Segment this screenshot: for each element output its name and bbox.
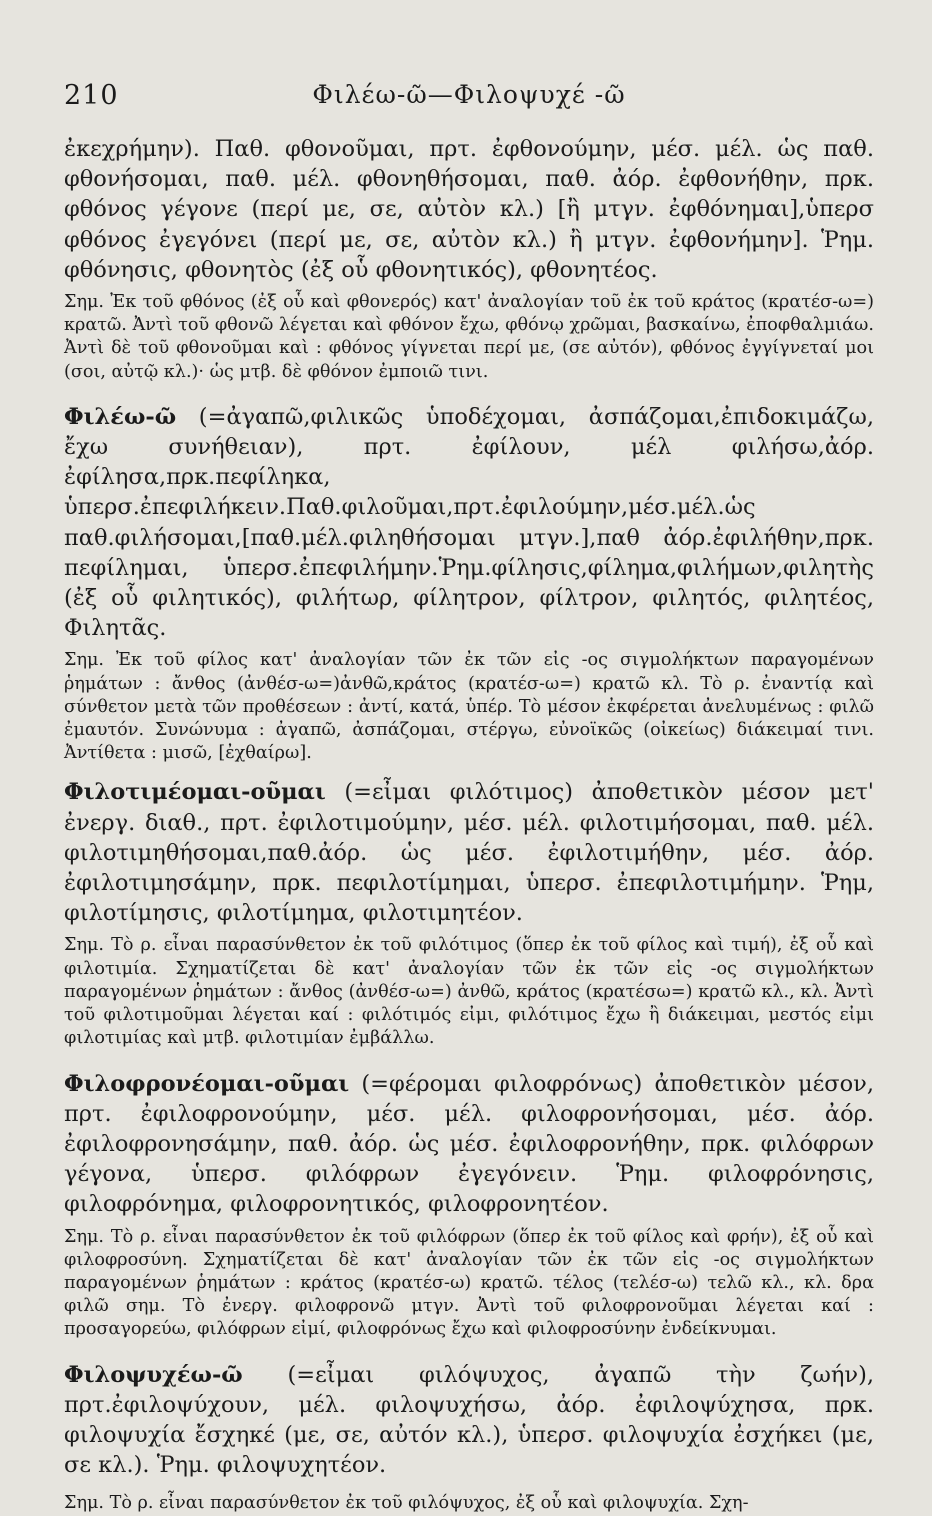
entry-text: (=εἶμαι φιλότιμος) ἀποθετικὸν μέσον μετ' ἐνεργ. διαθ., πρτ. ἐφιλοτιμούμην, μέσ. μέλ. φιλοτιμήσομαι, παθ. μέλ. φιλοτιμηθήσομαι,παθ.ἀόρ. ὡς μέσ. ἐφιλοτιμήθην, μέσ. ἀόρ. ἐφιλοτιμησάμην, πρκ. πεφιλοτίμημαι, ὑπερσ. ἐπεφιλοτιμήμην. Ῥημ, φιλοτίμησις, φιλοτίμημα, φιλοτιμητέον. xyxy=(64,779,874,927)
entry-headword: Φιλοψυχέω-ῶ xyxy=(64,1361,243,1388)
entry-headword: Φιλοτιμέομαι-οῦμαι xyxy=(64,779,326,806)
note-paragraph xyxy=(64,934,874,1050)
note-text: Σημ. Τὸ ρ. εἶναι παρασύνθετον ἐκ τοῦ φιλόφρων (ὅπερ ἐκ τοῦ φίλος καὶ φρήν), ἐξ οὗ καὶ φιλοφροσύνη. Σχηματίζεται δὲ κατ' ἀναλογίαν τῶν ἐκ τῶν εἰς -ος σιγμολήκτων παραγομένων ῥημάτων : κράτος (κρατέσ-ω) κρατῶ. τέλος (τελέσ-ω) τελῶ κλ., κλ. δρα φιλῶ σημ. Τὸ ἐνεργ. φιλοφρονῶ μτγν. Ἀντὶ τοῦ φιλοφρονοῦμαι λέγεται καί : προσαγορεύω, φιλόφρων εἰμί, φιλοφρόνως ἔχω καὶ φιλοφροσύνην ἐνδείκνυμαι. xyxy=(64,1226,874,1340)
entry-text: (=εἶμαι φιλόψυχος, ἀγαπῶ τὴν ζωήν), πρτ.ἐφιλοψύχουν, μέλ. φιλοψυχήσω, ἀόρ. ἐφιλοψύχησα, πρκ. φιλοψυχία ἔσχηκέ (με, σε, αὐτόν κλ.), ὑπερσ. φιλοψυχία ἐσχήκει (με, σε κλ.). Ῥημ. φιλοψυχητέον. xyxy=(64,1361,874,1479)
entry-text: ἐκεχρήμην). Παθ. φθονοῦμαι, πρτ. ἐφθονούμην, μέσ. μέλ. ὡς παθ. φθονήσομαι, παθ. μέλ. φθονηθήσομαι, παθ. ἀόρ. ἐφθονήθην, πρκ. φθόνος γέγονε (περί με, σε, αὐτὸν κλ.) [ἢ μτγν. ἐφθόνημαι],ὑπερσ φθόνος ἐγεγόνει (περί με, σε, αὐτὸν κλ.) ἢ μτγν. ἐφθονήμην]. Ῥημ. φθόνησις, φθονητὸς (ἐξ οὗ φθονητικός), φθονητέος. xyxy=(64,136,874,283)
dictionary-entry xyxy=(64,1360,874,1481)
entry-headword: Φιλοφρονέομαι-οῦμαι xyxy=(64,1070,350,1097)
note-paragraph xyxy=(64,1226,874,1342)
note-text: Σημ. Ἐκ τοῦ φθόνος (ἐξ οὗ καὶ φθονερός) κατ' ἀναλογίαν τοῦ ἐκ τοῦ κράτος (κρατέσ-ω=) κρατῶ. Ἀντὶ τοῦ φθονῶ λέγεται καὶ φθόνον ἔχω, φθόνῳ χρῶμαι, βασκαίνω, ἐποφθαλμιάω. Ἀντὶ δὲ τοῦ φθονοῦμαι καὶ : φθόνος γίγνεται περί με, (σε αὐτόν), φθόνος ἐγγίγνεταί μοι (σοι, αὐτῷ κλ.)· ὡς μτβ. δὲ φθόνον ἐμποιῶ τινι. xyxy=(64,292,874,382)
note-paragraph xyxy=(64,1492,874,1515)
entry-headword: Φιλέω-ῶ xyxy=(64,403,177,430)
entry-text: (=ἀγαπῶ,φιλικῶς ὑποδέχομαι, ἀσπάζομαι,ἐπιδοκιμάζω, ἔχω συνήθειαν), πρτ. ἐφίλουν, μέλ φιλήσω,ἀόρ. ἐφίλησα,πρκ.πεφίληκα, ὑπερσ.ἐπεφιλήκειν.Παθ.φιλοῦμαι,πρτ.ἐφιλούμην,μέσ.μέλ.ὡς παθ.φιλήσομαι,[παθ.μέλ.φιληθήσομαι μτγν.],παθ ἀόρ.ἐφιλήθην,πρκ. πεφίλημαι, ὑπερσ.ἐπεφιλήμην.Ῥημ.φίλησις,φίλημα,φιλήμων,φιλητὴς (ἐξ οὗ φιλητικός), φιλήτωρ, φίλητρον, φίλτρον, φιλητός, φιλητέος, Φιλητᾶς. xyxy=(64,403,874,642)
running-head: Φιλέω-ῶ—Φιλοψυχέ -ῶ xyxy=(312,80,626,109)
entry-continuation xyxy=(64,134,874,285)
dictionary-entry xyxy=(64,777,874,928)
page-number: 210 xyxy=(64,80,119,111)
note-paragraph xyxy=(64,291,874,384)
note-text: Σημ. Τὸ ρ. εἶναι παρασύνθετον ἐκ τοῦ φιλότιμος (ὅπερ ἐκ τοῦ φίλος καὶ τιμή), ἐξ οὗ καὶ φιλοτιμία. Σχηματίζεται δὲ κατ' ἀναλογίαν τῶν ἐκ τῶν εἰς -ος σιγμολήκτων παραγομένων ῥημάτων : ἄνθος (ἀνθέσ-ω=) ἀνθῶ, κράτος (κρατέσω=) κρατῶ κλ., κλ. Ἀντὶ τοῦ φιλοτιμοῦμαι λέγεται καί : φιλότιμός εἰμι, φιλότιμος ἔχω ἢ διάκειμαι, μεστός εἰμι φιλοτιμίας καὶ μτβ. φιλοτιμίαν ἐμβάλλω. xyxy=(64,935,874,1049)
dictionary-body xyxy=(64,134,874,1516)
note-paragraph xyxy=(64,649,874,765)
entry-text: (=φέρομαι φιλοφρόνως) ἀποθετικὸν μέσον, πρτ. ἐφιλοφρονούμην, μέσ. μέλ. φιλοφρονήσομαι, μέσ. ἀόρ. ἐφιλοφρονησάμην, παθ. ἀόρ. ὡς μέσ. ἐφιλοφρονήθην, πρκ. φιλόφρων γέγονα, ὑπερσ. φιλόφρων ἐγεγόνειν. Ῥημ. φιλοφρόνησις, φιλοφρόνημα, φιλοφρονητικός, φιλοφρονητέον. xyxy=(64,1070,874,1218)
dictionary-entry xyxy=(64,402,874,644)
note-text: Σημ. Τὸ ρ. εἶναι παρασύνθετον ἐκ τοῦ φιλόψυχος, ἐξ οὗ καὶ φιλοψυχία. Σχη- xyxy=(64,1493,749,1514)
dictionary-entry xyxy=(64,1069,874,1220)
page-header xyxy=(64,80,874,120)
note-text: Σημ. Ἐκ τοῦ φίλος κατ' ἀναλογίαν τῶν ἐκ τῶν εἰς -ος σιγμολήκτων παραγομένων ῥημάτων : ἄνθος (ἀνθέσ-ω=)ἀνθῶ,κράτος (κρατέσ-ω=) κρατῶ κλ. Τὸ ρ. ἐναντίᾳ καὶ σύνθετον μετὰ τῶν προθέσεων : ἀντί, κατά, ὑπέρ. Τὸ μέσον ἐκφέρεται ἀνελυμένως : φιλῶ ἐμαυτόν. Συνώνυμα : ἀγαπῶ, ἀσπάζομαι, στέργω, εὐνοϊκῶς (οἰκείως) διάκειμαί τινι. Ἀντίθετα : μισῶ, [ἐχθαίρω]. xyxy=(64,650,874,764)
